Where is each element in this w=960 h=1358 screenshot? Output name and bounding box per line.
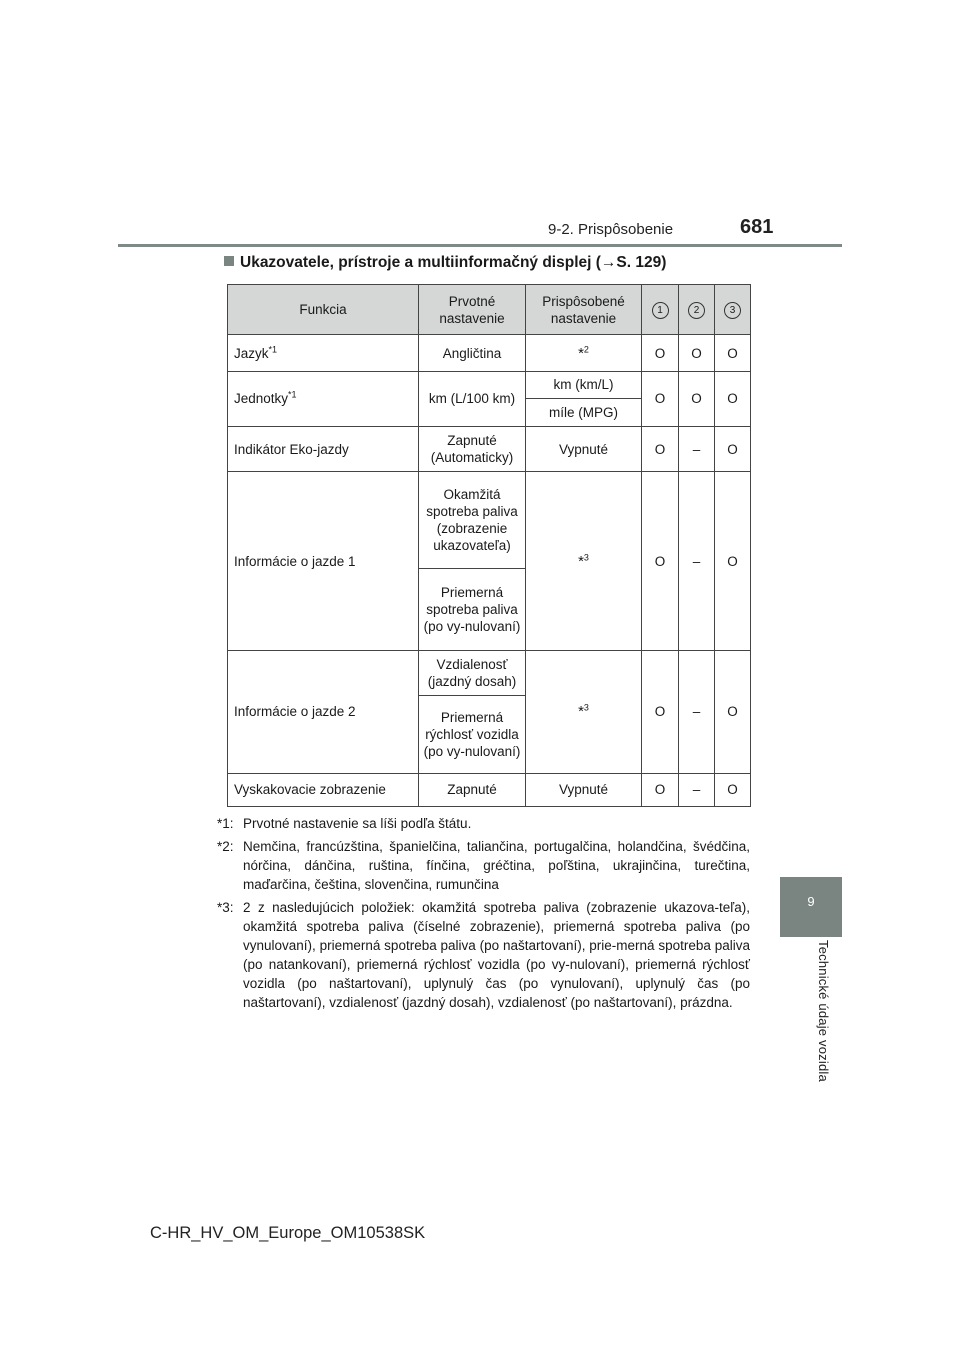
- row-info1-custom: *$^3$: [526, 472, 642, 650]
- circled-number-1-icon: 1: [652, 302, 669, 319]
- table-header-row: [228, 285, 751, 335]
- header-function: Funkcia: [228, 285, 419, 335]
- row-info1-c3: O: [715, 472, 751, 650]
- row-units-c1: O: [642, 371, 679, 426]
- row-eco-c2: –: [679, 427, 715, 472]
- header-section-title: 9-2. Prispôsobenie: [548, 221, 674, 238]
- footnote-ref: *1: [288, 389, 297, 400]
- settings-table: [227, 284, 751, 807]
- footnote-ref: *1: [268, 344, 278, 354]
- table-row: [228, 371, 751, 398]
- header-default: Prvotné nastavenie: [419, 285, 526, 335]
- row-popup-c3: O: [715, 773, 751, 806]
- row-info2-custom: *$^3$: [526, 650, 642, 773]
- header-col-2: [679, 285, 715, 335]
- page-number: 681: [740, 216, 774, 238]
- table-row: [228, 335, 751, 371]
- row-units-c2: O: [679, 371, 715, 426]
- table-row: [228, 773, 751, 806]
- section-heading-ref: S. 129): [616, 254, 667, 271]
- header-divider: [118, 244, 842, 247]
- footnote-mark: *2:: [217, 839, 234, 854]
- row-info1-default-a: Okamžitá spotreba paliva (zobrazenie ukazovateľa): [419, 472, 526, 569]
- row-popup-default: Zapnuté: [419, 773, 526, 806]
- row-info1-default-b: Priemerná spotreba paliva (po vy-nulovaní): [419, 569, 526, 651]
- row-units-name: Jednotky$^{*1}$: [228, 371, 419, 426]
- row-info2-c3: O: [715, 650, 751, 773]
- row-info1-name: Informácie o jazde 1: [228, 472, 419, 650]
- row-eco-default: Zapnuté (Automaticky): [419, 427, 526, 472]
- section-heading: [224, 254, 666, 272]
- header-custom: Prispôsobené nastavenie: [526, 285, 642, 335]
- table-row: [228, 427, 751, 472]
- section-heading-text: Ukazovatele, prístroje a multiinformačný displej (: [240, 254, 601, 271]
- row-units-default: km (L/100 km): [419, 371, 526, 426]
- row-language-default: Angličtina: [419, 335, 526, 371]
- row-info1-c1: O: [642, 472, 679, 650]
- chapter-tab-number: 9: [807, 894, 815, 909]
- row-popup-name: Vyskakovacie zobrazenie: [228, 773, 419, 806]
- footnote-text: Nemčina, francúzština, španielčina, taliančina, portugalčina, holandčina, švédčina, nórčina, dánčina, ruština, fínčina, gréčtina, poľština, ukrajinčina, turečtina, maďarčina, čeština, slovenčina, rumunčina: [243, 839, 750, 892]
- row-language-c1: O: [642, 335, 679, 371]
- row-info2-default-b: Priemerná rýchlosť vozidla (po vy-nulovaní): [419, 696, 526, 774]
- header-col-3: [715, 285, 751, 335]
- row-language-custom: *$^2$: [526, 335, 642, 371]
- circled-number-3-icon: 3: [724, 302, 741, 319]
- row-info2-c1: O: [642, 650, 679, 773]
- row-language-name: Jazyk$^{*1}$: [228, 335, 419, 371]
- row-info2-default-a: Vzdialenosť (jazdný dosah): [419, 650, 526, 695]
- row-language-c3: O: [715, 335, 751, 371]
- square-bullet-icon: [224, 256, 234, 266]
- footnote-mark: *1:: [217, 816, 234, 831]
- row-units-c3: O: [715, 371, 751, 426]
- row-popup-c2: –: [679, 773, 715, 806]
- circled-number-2-icon: 2: [688, 302, 705, 319]
- footnote-text: Prvotné nastavenie sa líši podľa štátu.: [243, 816, 472, 831]
- footnote-mark: *3:: [217, 900, 234, 915]
- row-eco-c1: O: [642, 427, 679, 472]
- footnote-2: [217, 837, 750, 894]
- header-col-1: [642, 285, 679, 335]
- chapter-tab-label: Technické údaje vozidla: [816, 940, 831, 1082]
- document-code: C-HR_HV_OM_Europe_OM10538SK: [150, 1224, 426, 1242]
- row-info1-c2: –: [679, 472, 715, 650]
- row-popup-custom: Vypnuté: [526, 773, 642, 806]
- row-popup-c1: O: [642, 773, 679, 806]
- row-units-custom-b: míle (MPG): [526, 398, 642, 426]
- row-eco-name: Indikátor Eko-jazdy: [228, 427, 419, 472]
- table-row: [228, 650, 751, 695]
- footnotes: [217, 814, 750, 1016]
- row-language-c2: O: [679, 335, 715, 371]
- row-eco-custom: Vypnuté: [526, 427, 642, 472]
- row-info2-name: Informácie o jazde 2: [228, 650, 419, 773]
- footnote-text: 2 z nasledujúcich položiek: okamžitá spotreba paliva (zobrazenie ukazova-teľa), okamžitá spotreba paliva (číselné zobrazenie), priemerná spotreba paliva (po vynulovaní), priemerná spotreba paliva (po naštartovaní), prie-merná spotreba paliva (po natankovaní), priemerná rýchlosť vozidla (po vy-nulovaní), priemerná rýchlosť vozidla (po naštartovaní), uplynulý čas (po vynulovaní), uplynulý čas (po naštartovaní), vzdialenosť (jazdný dosah), vzdialenosť (po naštartovaní), prázdna.: [243, 900, 750, 1010]
- row-units-custom-a: km (km/L): [526, 371, 642, 398]
- footnote-3: [217, 898, 750, 1012]
- table-row: [228, 472, 751, 569]
- row-eco-c3: O: [715, 427, 751, 472]
- footnote-1: [217, 814, 750, 833]
- row-info2-c2: –: [679, 650, 715, 773]
- arrow-right-icon: →: [600, 254, 617, 271]
